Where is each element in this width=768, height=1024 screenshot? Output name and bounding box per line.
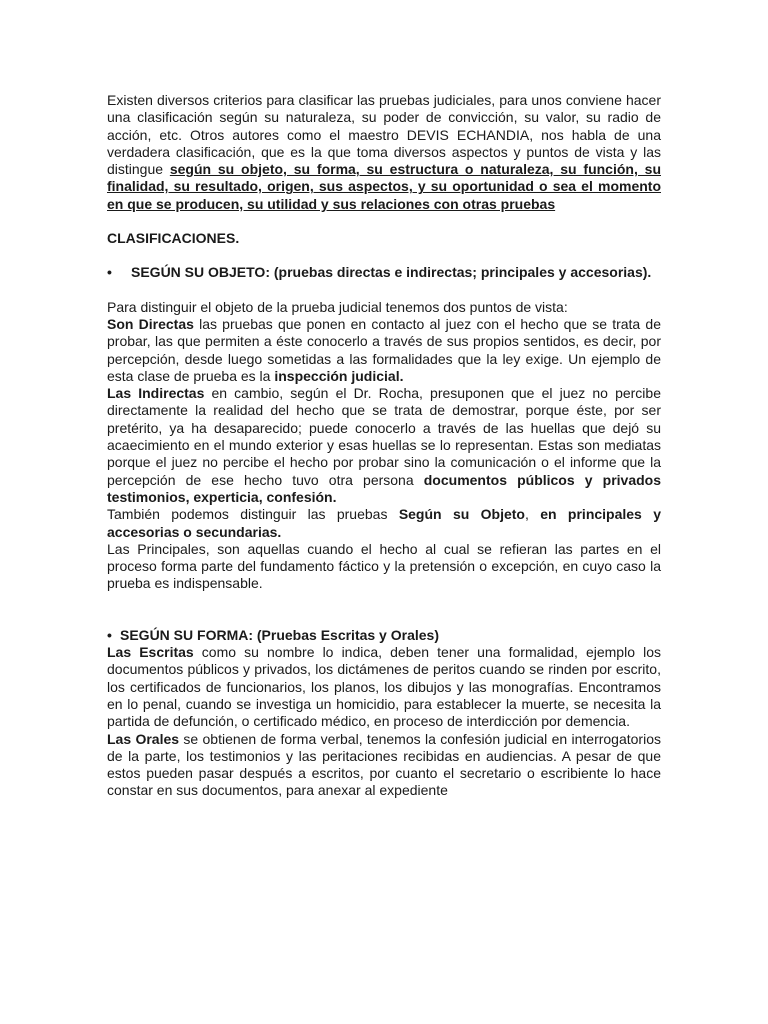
- indirectas-paragraph: [107, 385, 661, 506]
- directas-label: Son Directas: [107, 315, 194, 332]
- principales-paragraph: Las Principales, son aquellas cuando el hecho al cual se refieran las partes en el proceso forma parte del fundamento fáctico y la pretensión o excepción, en cuyo caso la prueba es indispensable.: [107, 540, 661, 592]
- tambien-text: También podemos distinguir las pruebas: [107, 506, 399, 523]
- indirectas-emphasis: documentos públicos y privados testimonios, experticia, confesión.: [107, 471, 662, 505]
- intro-text: Existen diversos criterios para clasificar las pruebas judiciales, para unos conviene hacer una clasificación según su naturaleza, su poder de convicción, su valor, su radio de acción, etc. Otros autores como el maestro DEVIS ECHANDIA, nos habla de una verdadera clasificación, que es la que toma diversos aspectos y puntos de vista y las distingue: [107, 92, 661, 178]
- directas-emphasis: inspección judicial.: [274, 367, 404, 384]
- orales-paragraph: [107, 731, 661, 800]
- clasificaciones-heading: CLASIFICACIONES.: [107, 230, 240, 247]
- forma-title: SEGÚN SU FORMA: (Pruebas Escritas y Orales): [120, 626, 439, 643]
- objeto-intro: Para distinguir el objeto de la prueba judicial tenemos dos puntos de vista:: [107, 298, 568, 315]
- document-page: [107, 92, 661, 800]
- orales-label: Las Orales: [107, 730, 180, 747]
- bullet-icon: •: [107, 626, 112, 643]
- tambien-emphasis-objeto: Según su Objeto: [398, 506, 525, 523]
- objeto-subtitle: (pruebas directas e indirectas; principales y accesorias).: [270, 264, 652, 281]
- objeto-bullet-heading: [107, 264, 661, 281]
- intro-paragraph: [107, 92, 661, 213]
- escritas-paragraph: [107, 644, 661, 730]
- escritas-label: Las Escritas: [107, 644, 194, 661]
- tambien-emphasis-principales: en principales y accesorias o secundarias.: [107, 506, 661, 540]
- escritas-text: como su nombre lo indica, deben tener una formalidad, ejemplo los documentos públicos y privados, los dictámenes de peritos cuando se rinden por escrito, los certificados de funcionarios, los planos, los dibujos y las monografías. Encontramos en lo penal, cuando se investiga un homicidio, para establecer la muerte, se necesita la partida de defunción, o certificado médico, en proceso de interdicción por demencia.: [107, 644, 661, 730]
- objeto-title: SEGÚN SU OBJETO:: [131, 264, 270, 281]
- indirectas-label: Las Indirectas: [107, 385, 205, 402]
- intro-emphasis: según su objeto, su forma, su estructura o naturaleza, su función, su finalidad, su resultado, origen, sus aspectos, y su oportunidad o sea el momento en que se producen, su utilidad y sus relaciones con otras pruebas: [107, 161, 661, 212]
- orales-text: se obtienen de forma verbal, tenemos la confesión judicial en interrogatorios de la parte, los testimonios y las peritaciones recibidas en audiencias. A pesar de que estos pueden pasar después a escritos, por cuanto el secretario o escribiente lo hace constar en sus documentos, para anexar al expediente: [107, 730, 661, 799]
- tambien-comma: ,: [524, 506, 541, 523]
- tambien-paragraph: [107, 506, 661, 541]
- directas-paragraph: [107, 316, 661, 385]
- forma-bullet-heading: [107, 627, 661, 644]
- indirectas-text: en cambio, según el Dr. Rocha, presuponen que el juez no percibe directamente la realidad del hecho que se trata de demostrar, porque éste, por ser pretérito, ya ha desaparecido; puede conocerlo a través de las huellas que dejó su acaecimiento en el mundo exterior y esas huellas se lo representan. Estas son mediatas porque el juez no percibe el hecho por probar sino la comunicación o el informe que la percepción de ese hecho tuvo otra persona: [107, 385, 661, 488]
- bullet-icon: •: [107, 264, 112, 281]
- directas-text: las pruebas que ponen en contacto al juez con el hecho que se trata de probar, las que permiten a éste conocerlo a través de sus propios sentidos, es decir, por percepción, desde luego sometidas a las formalidades que la ley exige. Un ejemplo de esta clase de prueba es la: [107, 315, 661, 384]
